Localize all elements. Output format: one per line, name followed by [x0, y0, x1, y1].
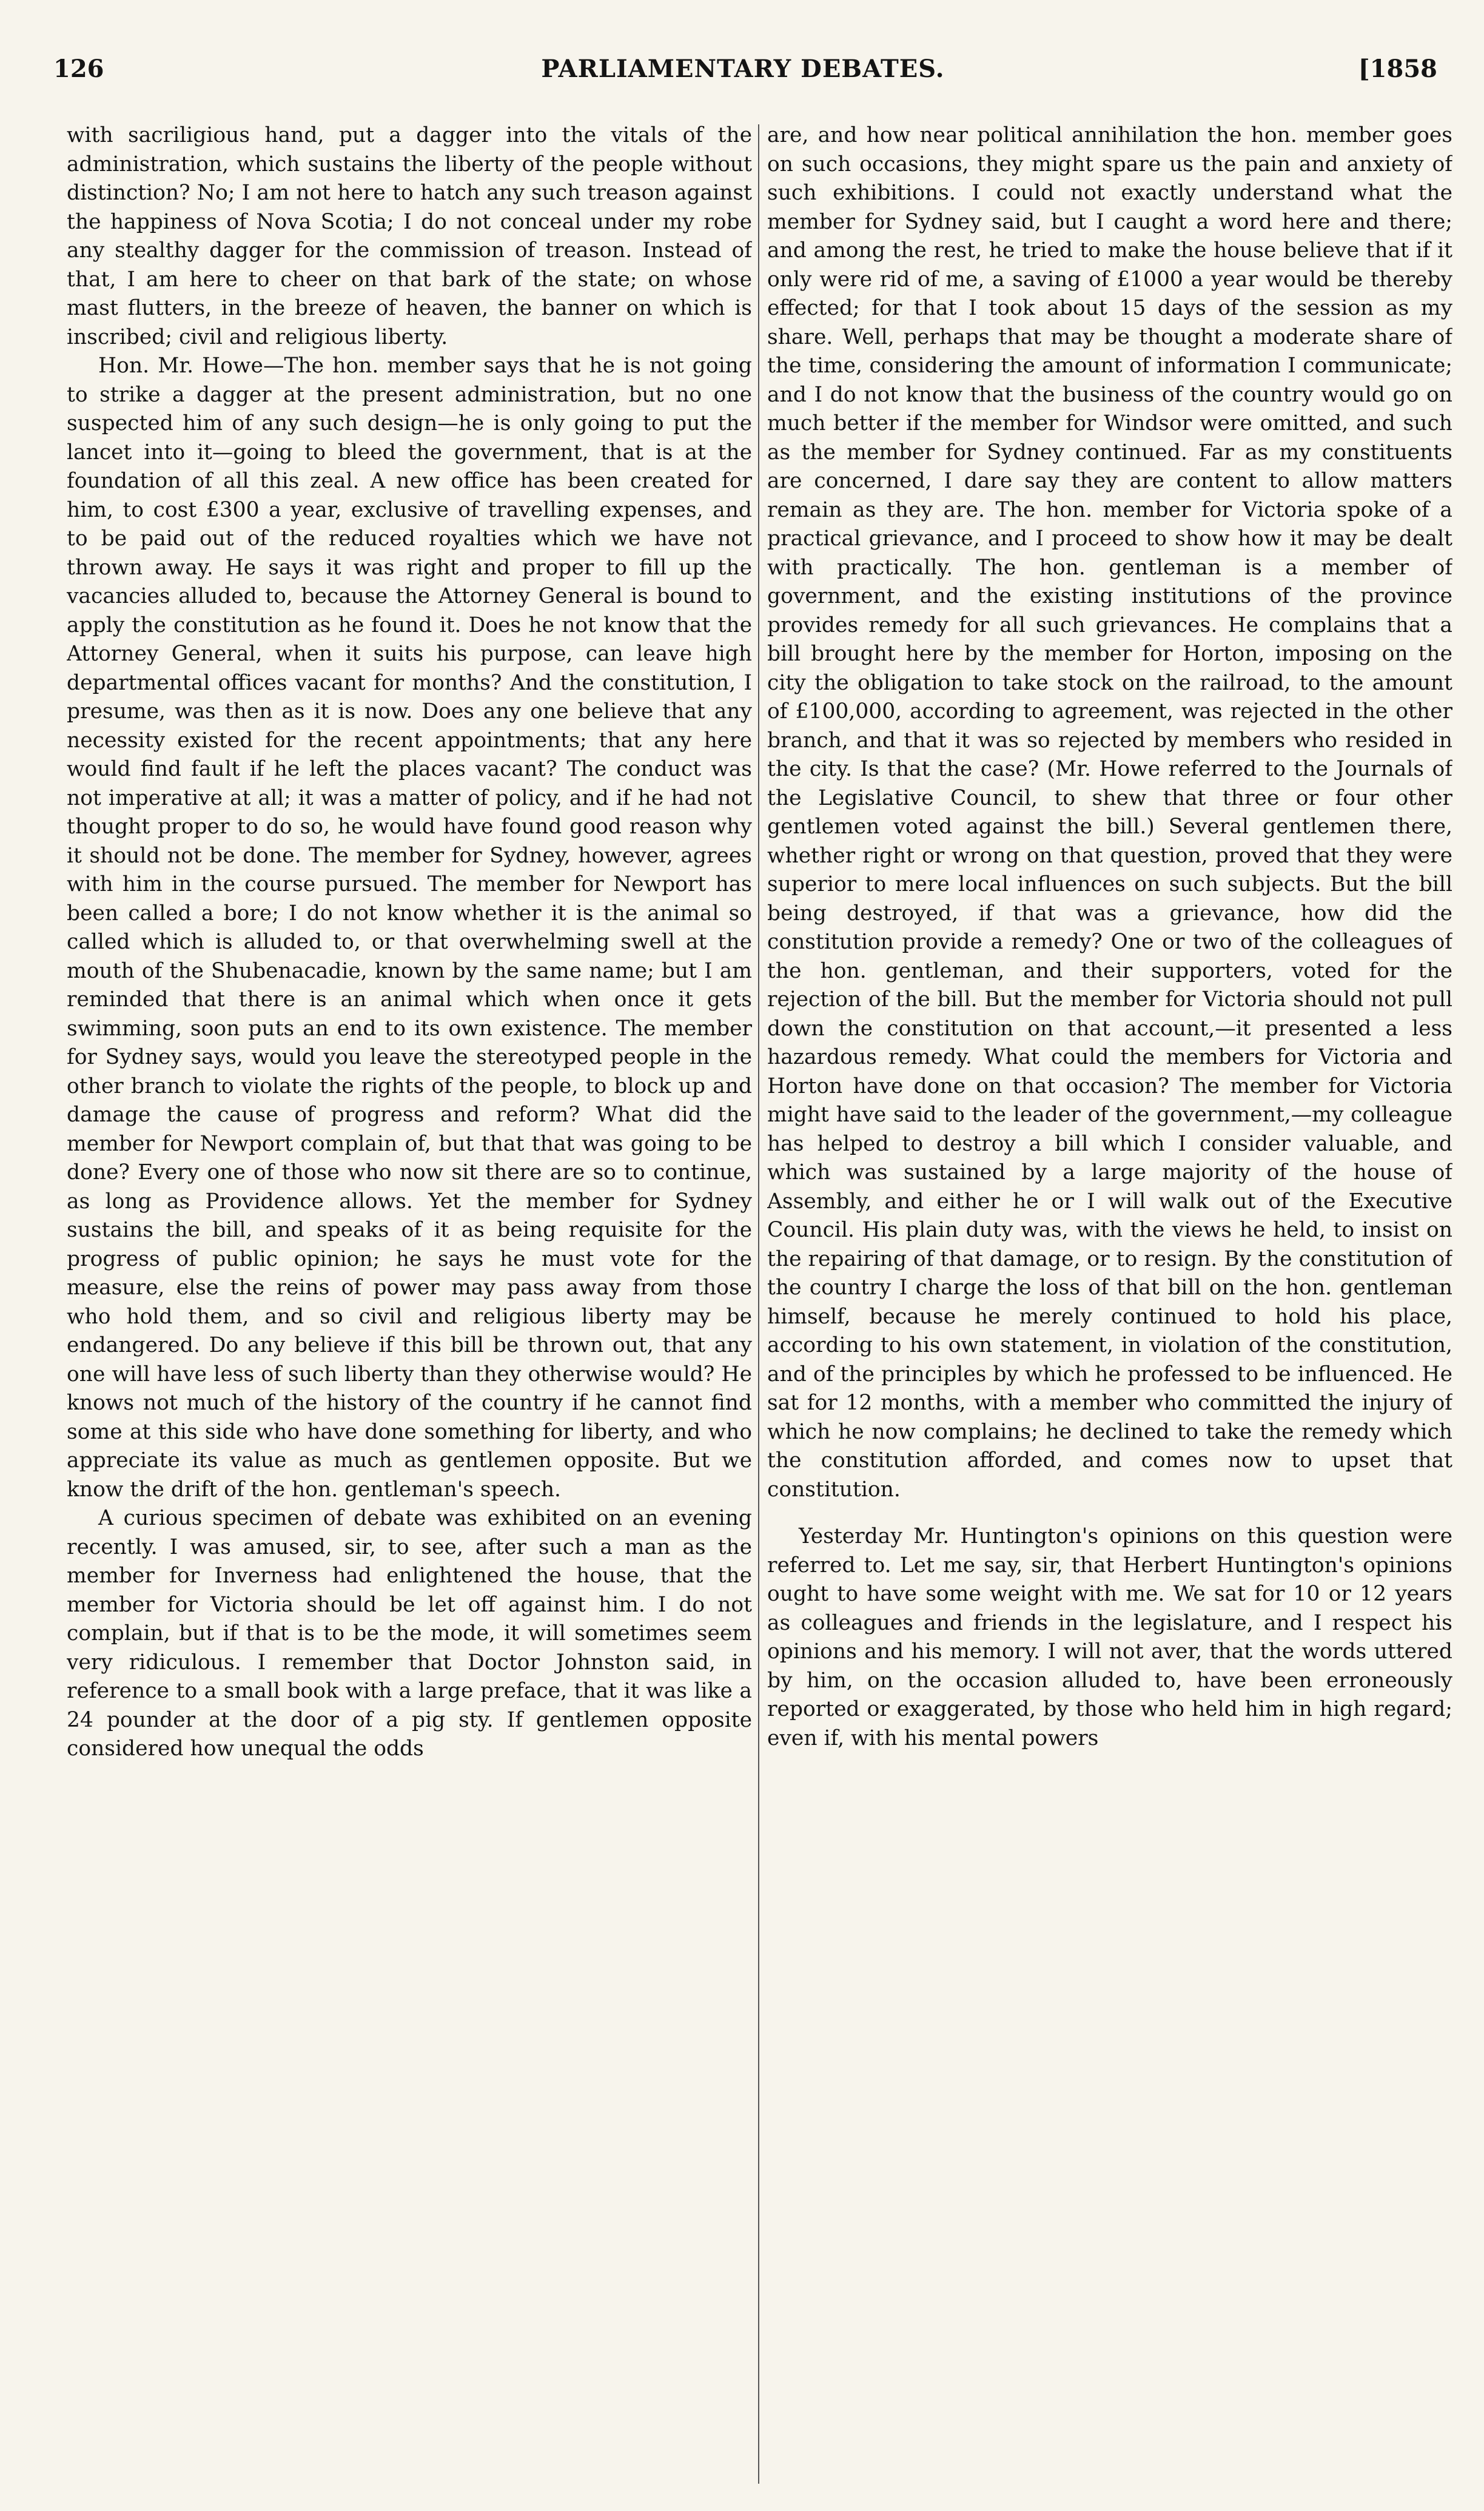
paragraph: A curious specimen of debate was exhibited on an evening recently. I was amused, sir, to see, after such a man as the member for Inverness had enlightened the house, that the member for Victoria should be let off against him. I do not complain, but if that is to be the mode, it will sometimes seem very ridiculous. I remember that Doctor Johnston said, in reference to a small book with a large preface, that it was like a 24 pounder at the door of a pig sty. If gentlemen opposite considered how unequal the odds: [67, 1506, 752, 1761]
running-head: PARLIAMENTARY DEBATES.: [541, 55, 945, 83]
paragraph: are, and how near political annihilation the hon. member goes on such occasions, they might spare us the pain and anxiety of such exhibitions. I could not exactly understand what the member for Sydney said, but I caught a word here and there; and among the rest, he tried to make the house believe that if it only were rid of me, a saving of £1000 a year would be thereby effected; for that I took about 15 days of the session as my share. Well, perhaps that may be thought a moderate share of the time, considering the amount of information I communicate; and I do not know that the business of the country would go on much better if the member for Windsor were omitted, and such as the member for Sydney continued. Far as my constituents are concerned, I dare say they are content to allow matters remain as they are. The hon. member for Victoria spoke of a practical grievance, and I proceed to show how it may be dealt with practically. The hon. gentleman is a member of government, and the existing institutions of the province provides remedy for all such grievances. He complains that a bill brought here by the member for Horton, imposing on the city the obligation to take stock on the railroad, to the amount of £100,000, according to agreement, was rejected in the other branch, and that it was so rejected by members who resided in the city. Is that the case? (Mr. Howe referred to the Journals of the Legislative Council, to shew that three or four other gentlemen voted against the bill.) Several gentlemen there, whether right or wrong on that question, proved that they were superior to mere local influences on such subjects. But the bill being destroyed, if that was a grievance, how did the constitution provide a remedy? One or two of the colleagues of the hon. gentleman, and their supporters, voted for the rejection of the bill. But the member for Victoria should not pull down the constitution on that account,—it presented a less hazardous remedy. What could the members for Victoria and Horton have done on that occasion? The member for Victoria might have said to the leader of the government,—my colleague has helped to destroy a bill which I consider valuable, and which was sustained by a large majority of the house of Assembly, and either he or I will walk out of the Executive Council. His plain duty was, with the views he held, to insist on the repairing of that damage, or to resign. By the constitution of the country I charge the loss of that bill on the hon. gentleman himself, because he merely continued to hold his place, according to his own statement, in violation of the constitution, and of the principles by which he professed to be influenced. He sat for 12 months, with a member who committed the injury of which he now complains; he declined to take the remedy which the constitution afforded, and comes now to upset that constitution.: [767, 123, 1452, 1502]
right-column: [767, 121, 1452, 2487]
page-header: [49, 55, 1437, 97]
paragraph: with sacriligious hand, put a dagger into the vitals of the administration, which sustains the liberty of the people without distinction? No; I am not here to hatch any such treason against the happiness of Nova Scotia; I do not conceal under my robe any stealthy dagger for the commission of treason. Instead of that, I am here to cheer on that bark of the state; on whose mast flutters, in the breeze of heaven, the banner on which is inscribed; civil and religious liberty.: [67, 123, 752, 349]
left-column: [67, 121, 752, 2487]
paragraph: Yesterday Mr. Huntington's opinions on this question were referred to. Let me say, sir, that Herbert Huntington's opinions ought to have some weight with me. We sat for 10 or 12 years as colleagues and friends in the legislature, and I respect his opinions and his memory. I will not aver, that the words uttered by him, on the occasion alluded to, have been erroneously reported or exaggerated, by those who held him in high regard; even if, with his mental powers: [767, 1524, 1452, 1750]
column-divider: [758, 124, 759, 2484]
paragraph: Hon. Mr. Howe—The hon. member says that he is not going to strike a dagger at the present administration, but no one suspected him of any such design—he is only going to put the lancet into it—going to bleed the government, that is at the foundation of all this zeal. A new office has been created for him, to cost £300 a year, exclusive of travelling expenses, and to be paid out of the reduced royalties which we have not thrown away. He says it was right and proper to fill up the vacancies alluded to, because the Attorney General is bound to apply the constitution as he found it. Does he not know that the Attorney General, when it suits his purpose, can leave high departmental offices vacant for months? And the constitution, I presume, was then as it is now. Does any one believe that any necessity existed for the recent appointments; that any here would find fault if he left the places vacant? The conduct was not imperative at all; it was a matter of policy, and if he had not thought proper to do so, he would have found good reason why it should not be done. The member for Sydney, however, agrees with him in the course pursued. The member for Newport has been called a bore; I do not know whether it is the animal so called which is alluded to, or that overwhelming swell at the mouth of the Shubenacadie, known by the same name; but I am reminded that there is an animal which when once it gets swimming, soon puts an end to its own existence. The member for Sydney says, would you leave the stereotyped people in the other branch to violate the rights of the people, to block up and damage the cause of progress and reform? What did the member for Newport complain of, but that that was going to be done? Every one of those who now sit there are so to continue, as long as Providence allows. Yet the member for Sydney sustains the bill, and speaks of it as being requisite for the progress of public opinion; he says he must vote for the measure, else the reins of power may pass away from those who hold them, and so civil and religious liberty may be endangered. Do any believe if this bill be thrown out, that any one will have less of such liberty than they otherwise would? He knows not much of the history of the country if he cannot find some at this side who have done something for liberty, and who appreciate its value as much as gentlemen opposite. But we know the drift of the hon. gentleman's speech.: [67, 354, 752, 1502]
page-number: 126: [53, 55, 104, 83]
year-marker: [1858: [1358, 55, 1437, 83]
